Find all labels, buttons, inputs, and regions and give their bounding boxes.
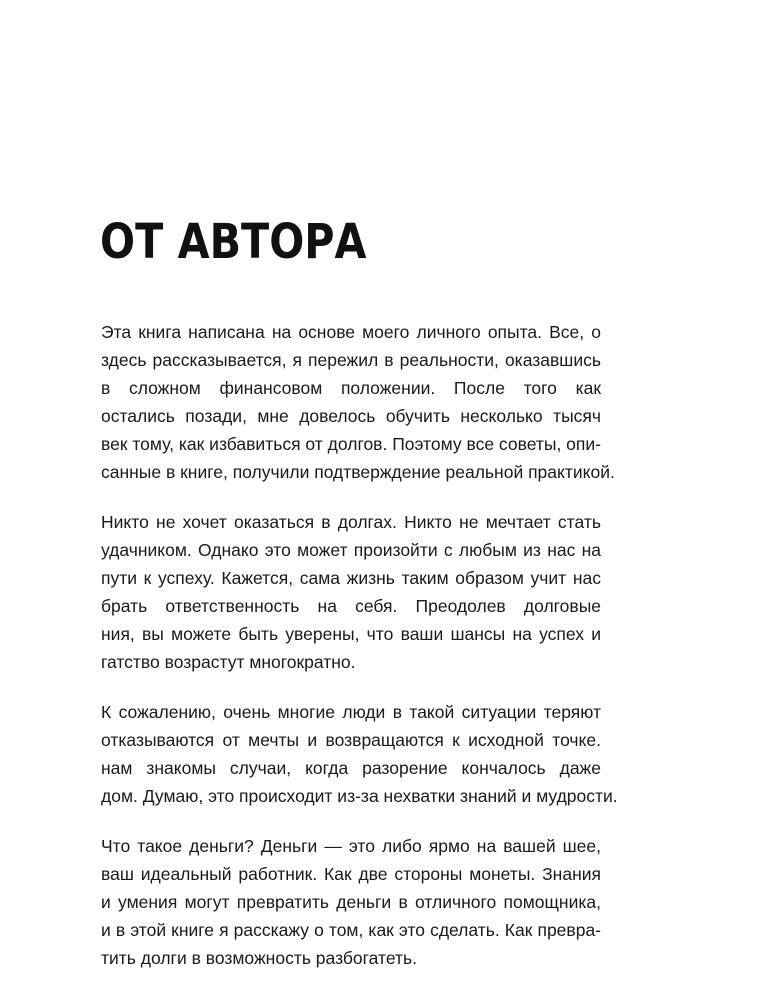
text-line: тить долги в возможность разбогатеть. — [101, 948, 417, 968]
paragraph-4 — [101, 832, 601, 972]
text-line: санные в книге, получили подтверждение реальной практикой. — [101, 462, 615, 482]
text-line: пути к успеху. Кажется, сама жизнь таким образом учит нас — [101, 568, 601, 588]
paragraph-3 — [101, 698, 618, 810]
text-line: остались позади, мне довелось обучить несколько тысяч — [101, 406, 601, 426]
text-line: К сожалению, очень многие люди в такой ситуации теряют — [101, 702, 601, 722]
text-line: ваш идеальный работник. Как две стороны монеты. Знания — [101, 864, 601, 884]
text-line: Никто не хочет оказаться в долгах. Никто не мечтает стать — [101, 512, 601, 532]
body-text — [101, 318, 618, 994]
text-line: и в этой книге я расскажу о том, как это сделать. Как превра- — [101, 920, 601, 940]
text-line: удачником. Однако это может произойти с любым из нас на — [101, 540, 601, 560]
text-line: Что такое деньги? Деньги — это либо ярмо на вашей шее, — [101, 836, 601, 856]
text-line: дом. Думаю, это происходит из-за нехватки знаний и мудрости. — [101, 786, 618, 806]
text-line: гатство возрастут многократно. — [101, 652, 356, 672]
text-line: брать ответственность на себя. Преодолев долговые — [101, 596, 601, 616]
paragraph-2 — [101, 508, 601, 676]
text-line: и умения могут превратить деньги в отличного помощника, — [101, 892, 601, 912]
text-line: отказываются от мечты и возвращаются к исходной точке. — [101, 730, 601, 750]
text-line: Эта книга написана на основе моего личного опыта. Все, о — [101, 322, 601, 342]
text-line: век тому, как избавиться от долгов. Поэтому все советы, опи- — [101, 434, 601, 454]
text-line: ния, вы можете быть уверены, что ваши шансы на успех и — [101, 624, 601, 644]
text-line: здесь рассказывается, я пережил в реальности, оказавшись — [101, 350, 601, 370]
text-line: нам знакомы случаи, когда разорение кончалось даже — [101, 758, 601, 778]
text-line: в сложном финансовом положении. После того как — [101, 378, 601, 398]
paragraph-1 — [101, 318, 615, 486]
chapter-title: ОТ АВТОРА — [100, 214, 367, 270]
